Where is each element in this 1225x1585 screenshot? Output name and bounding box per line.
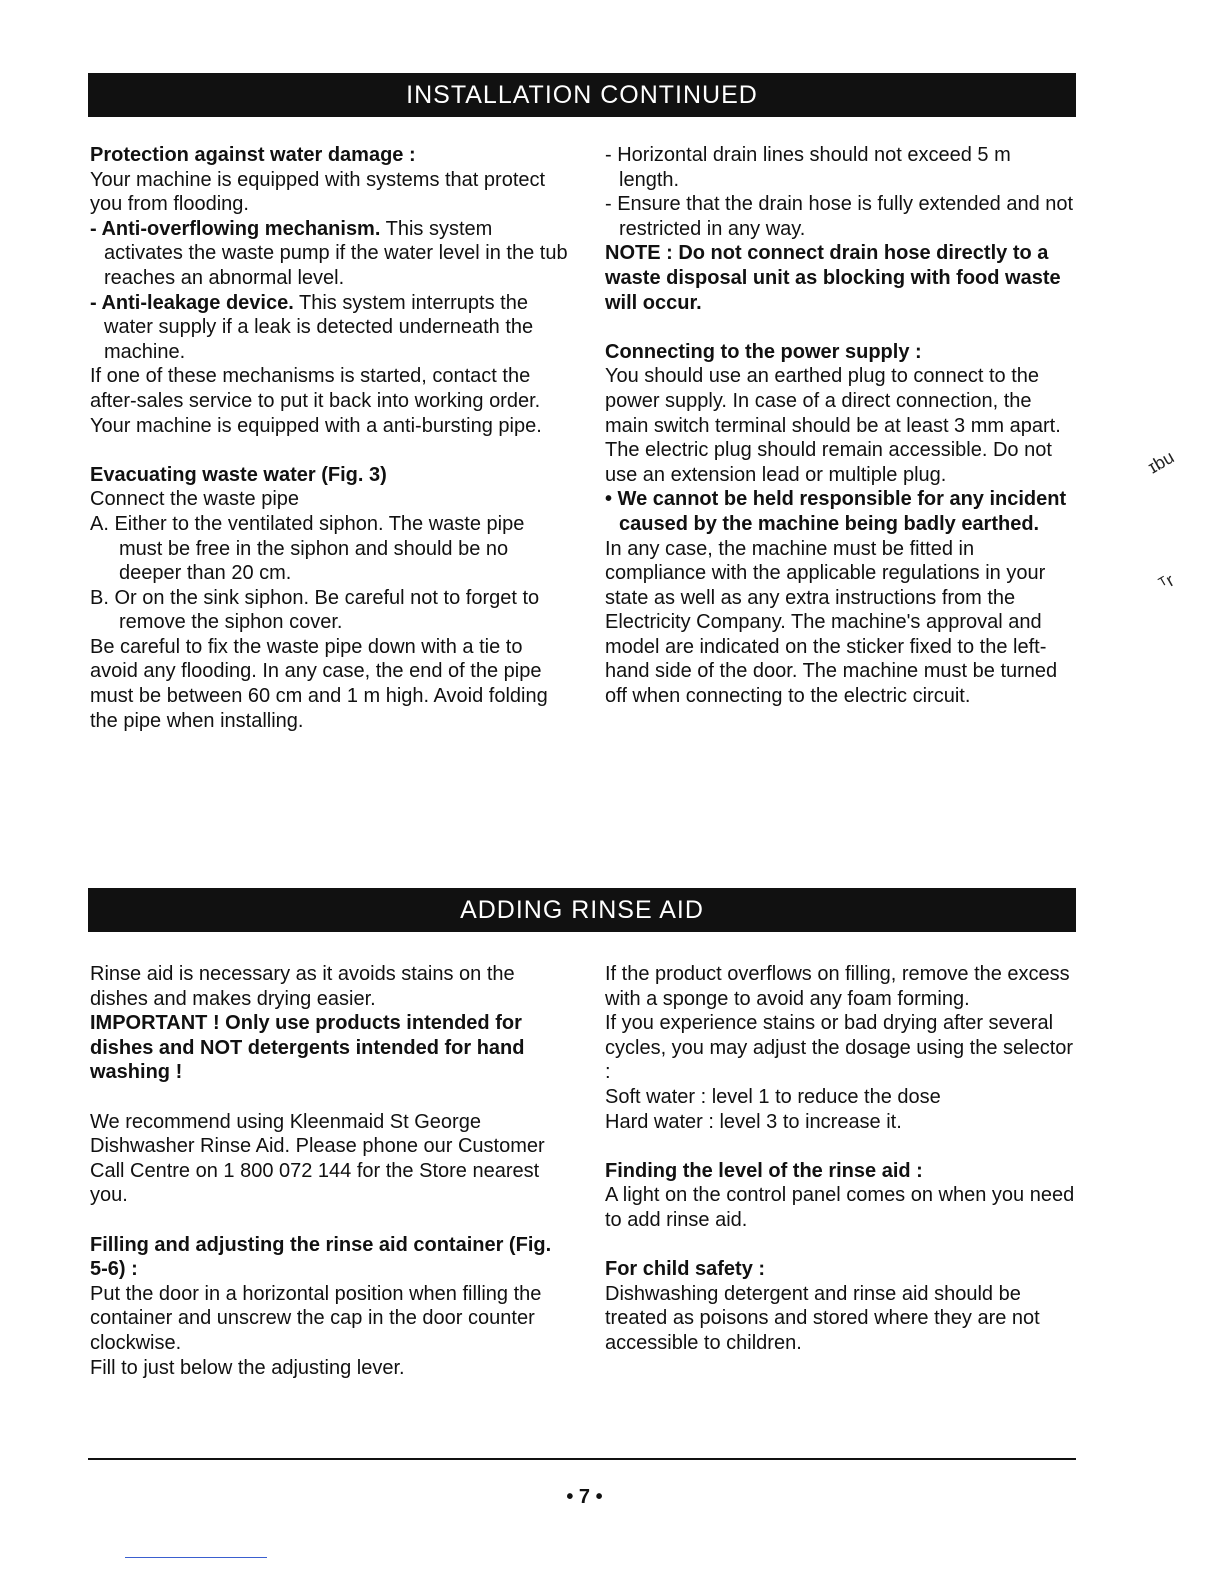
soft-water-text: Soft water : level 1 to reduce the dose xyxy=(605,1085,941,1108)
hard-water-text: Hard water : level 3 to increase it. xyxy=(605,1110,902,1133)
fix-text: Be careful to fix the waste pipe down with a tie to avoid any flooding. In any case, the end of the pipe must be between 60 cm and 1 m high. Avoid folding the pipe when installing. xyxy=(90,635,548,732)
responsible-text: • We cannot be held responsible for any incident caused by the machine being badly earthed. xyxy=(605,488,1067,535)
plug-text: The electric plug should remain accessible. Do not use an extension lead or multiple plug. xyxy=(605,439,1052,486)
stains-text: If you experience stains or bad drying after several cycles, you may adjust the dosage using the selector : xyxy=(605,1012,1074,1084)
margin-mark-2: ᵀr xyxy=(1155,569,1178,595)
rinse-intro: Rinse aid is necessary as it avoids stains on the dishes and makes drying easier. xyxy=(90,963,515,1010)
rinse-important: IMPORTANT ! Only use products intended for dishes and NOT detergents intended for hand washing ! xyxy=(90,1012,525,1084)
scan-artifact-line xyxy=(125,1557,267,1558)
installation-section-title: INSTALLATION CONTINUED xyxy=(88,73,1076,117)
overflow-label: - Anti-overflowing mechanism. xyxy=(90,217,381,240)
protection-heading: Protection against water damage : xyxy=(90,144,416,166)
installation-right-column xyxy=(605,143,1075,709)
option-b: B. Or on the sink siphon. Be careful not to forget to remove the siphon cover. xyxy=(90,586,540,634)
leakage-text: This system interrupts the water supply if a leak is detected underneath the machine. xyxy=(104,291,534,363)
overflow-item xyxy=(90,217,570,291)
child-heading: For child safety : xyxy=(605,1258,766,1281)
drain-note: NOTE : Do not connect drain hose directly to a waste disposal unit as blocking with food waste will occur. xyxy=(605,242,1061,314)
power-heading: Connecting to the power supply : xyxy=(605,340,922,363)
mechanism-text: If one of these mechanisms is started, contact the after-sales service to put it back into working order. xyxy=(90,365,541,412)
option-a: A. Either to the ventilated siphon. The waste pipe must be free in the siphon and should be no deeper than 20 cm. xyxy=(90,512,525,585)
overflow-text: This system activates the waste pump if the water level in the tub reaches an abnormal level. xyxy=(104,217,568,289)
margin-mark-1: ɪbu xyxy=(1144,446,1178,478)
installation-left-column xyxy=(90,143,570,733)
connect-text: Connect the waste pipe xyxy=(90,488,300,511)
footer-rule xyxy=(88,1458,1076,1460)
evacuating-heading: Evacuating waste water (Fig. 3) xyxy=(90,463,387,486)
bursting-text: Your machine is equipped with a anti-bursting pipe. xyxy=(90,414,542,437)
rinse-left-column xyxy=(90,962,570,1380)
leakage-label: - Anti-leakage device. xyxy=(90,291,294,314)
page-number: • 7 • xyxy=(566,1486,603,1508)
drain-length-item: - Horizontal drain lines should not exceed 5 m length. xyxy=(605,144,1011,191)
fill-text: Fill to just below the adjusting lever. xyxy=(90,1356,405,1379)
child-text: Dishwashing detergent and rinse aid should be treated as poisons and stored where they are not accessible to children. xyxy=(605,1282,1040,1354)
protection-intro: Your machine is equipped with systems that protect you from flooding. xyxy=(90,168,546,216)
finding-text: A light on the control panel comes on when you need to add rinse aid. xyxy=(605,1184,1075,1231)
rinse-section-title: ADDING RINSE AID xyxy=(88,888,1076,932)
rinse-right-column xyxy=(605,962,1075,1356)
rinse-overflow-text: If the product overflows on filling, remove the excess with a sponge to avoid any foam forming. xyxy=(605,963,1070,1010)
filling-heading: Filling and adjusting the rinse aid container (Fig. 5-6) : xyxy=(90,1233,552,1281)
power-text: You should use an earthed plug to connect to the power supply. In case of a direct connection, the main switch terminal should be at least 3 mm apart. xyxy=(605,365,1061,437)
filling-text: Put the door in a horizontal position when filling the container and unscrew the cap in the door counter clockwise. xyxy=(90,1282,542,1354)
finding-heading: Finding the level of the rinse aid : xyxy=(605,1159,923,1182)
leakage-item xyxy=(90,291,570,365)
rinse-recommend: We recommend using Kleenmaid St George Dishwasher Rinse Aid. Please phone our Customer Call Centre on 1 800 072 144 for the Store nearest you. xyxy=(90,1110,545,1207)
compliance-text: In any case, the machine must be fitted in compliance with the applicable regulations in your state as well as any extra instructions from the Electricity Company. The machine's approval and model are indicated on the sticker fixed to the left-hand side of the door. The machine must be turned off when connecting to the electric circuit. xyxy=(605,537,1058,708)
drain-extended-item: - Ensure that the drain hose is fully extended and not restricted in any way. xyxy=(605,193,1074,240)
